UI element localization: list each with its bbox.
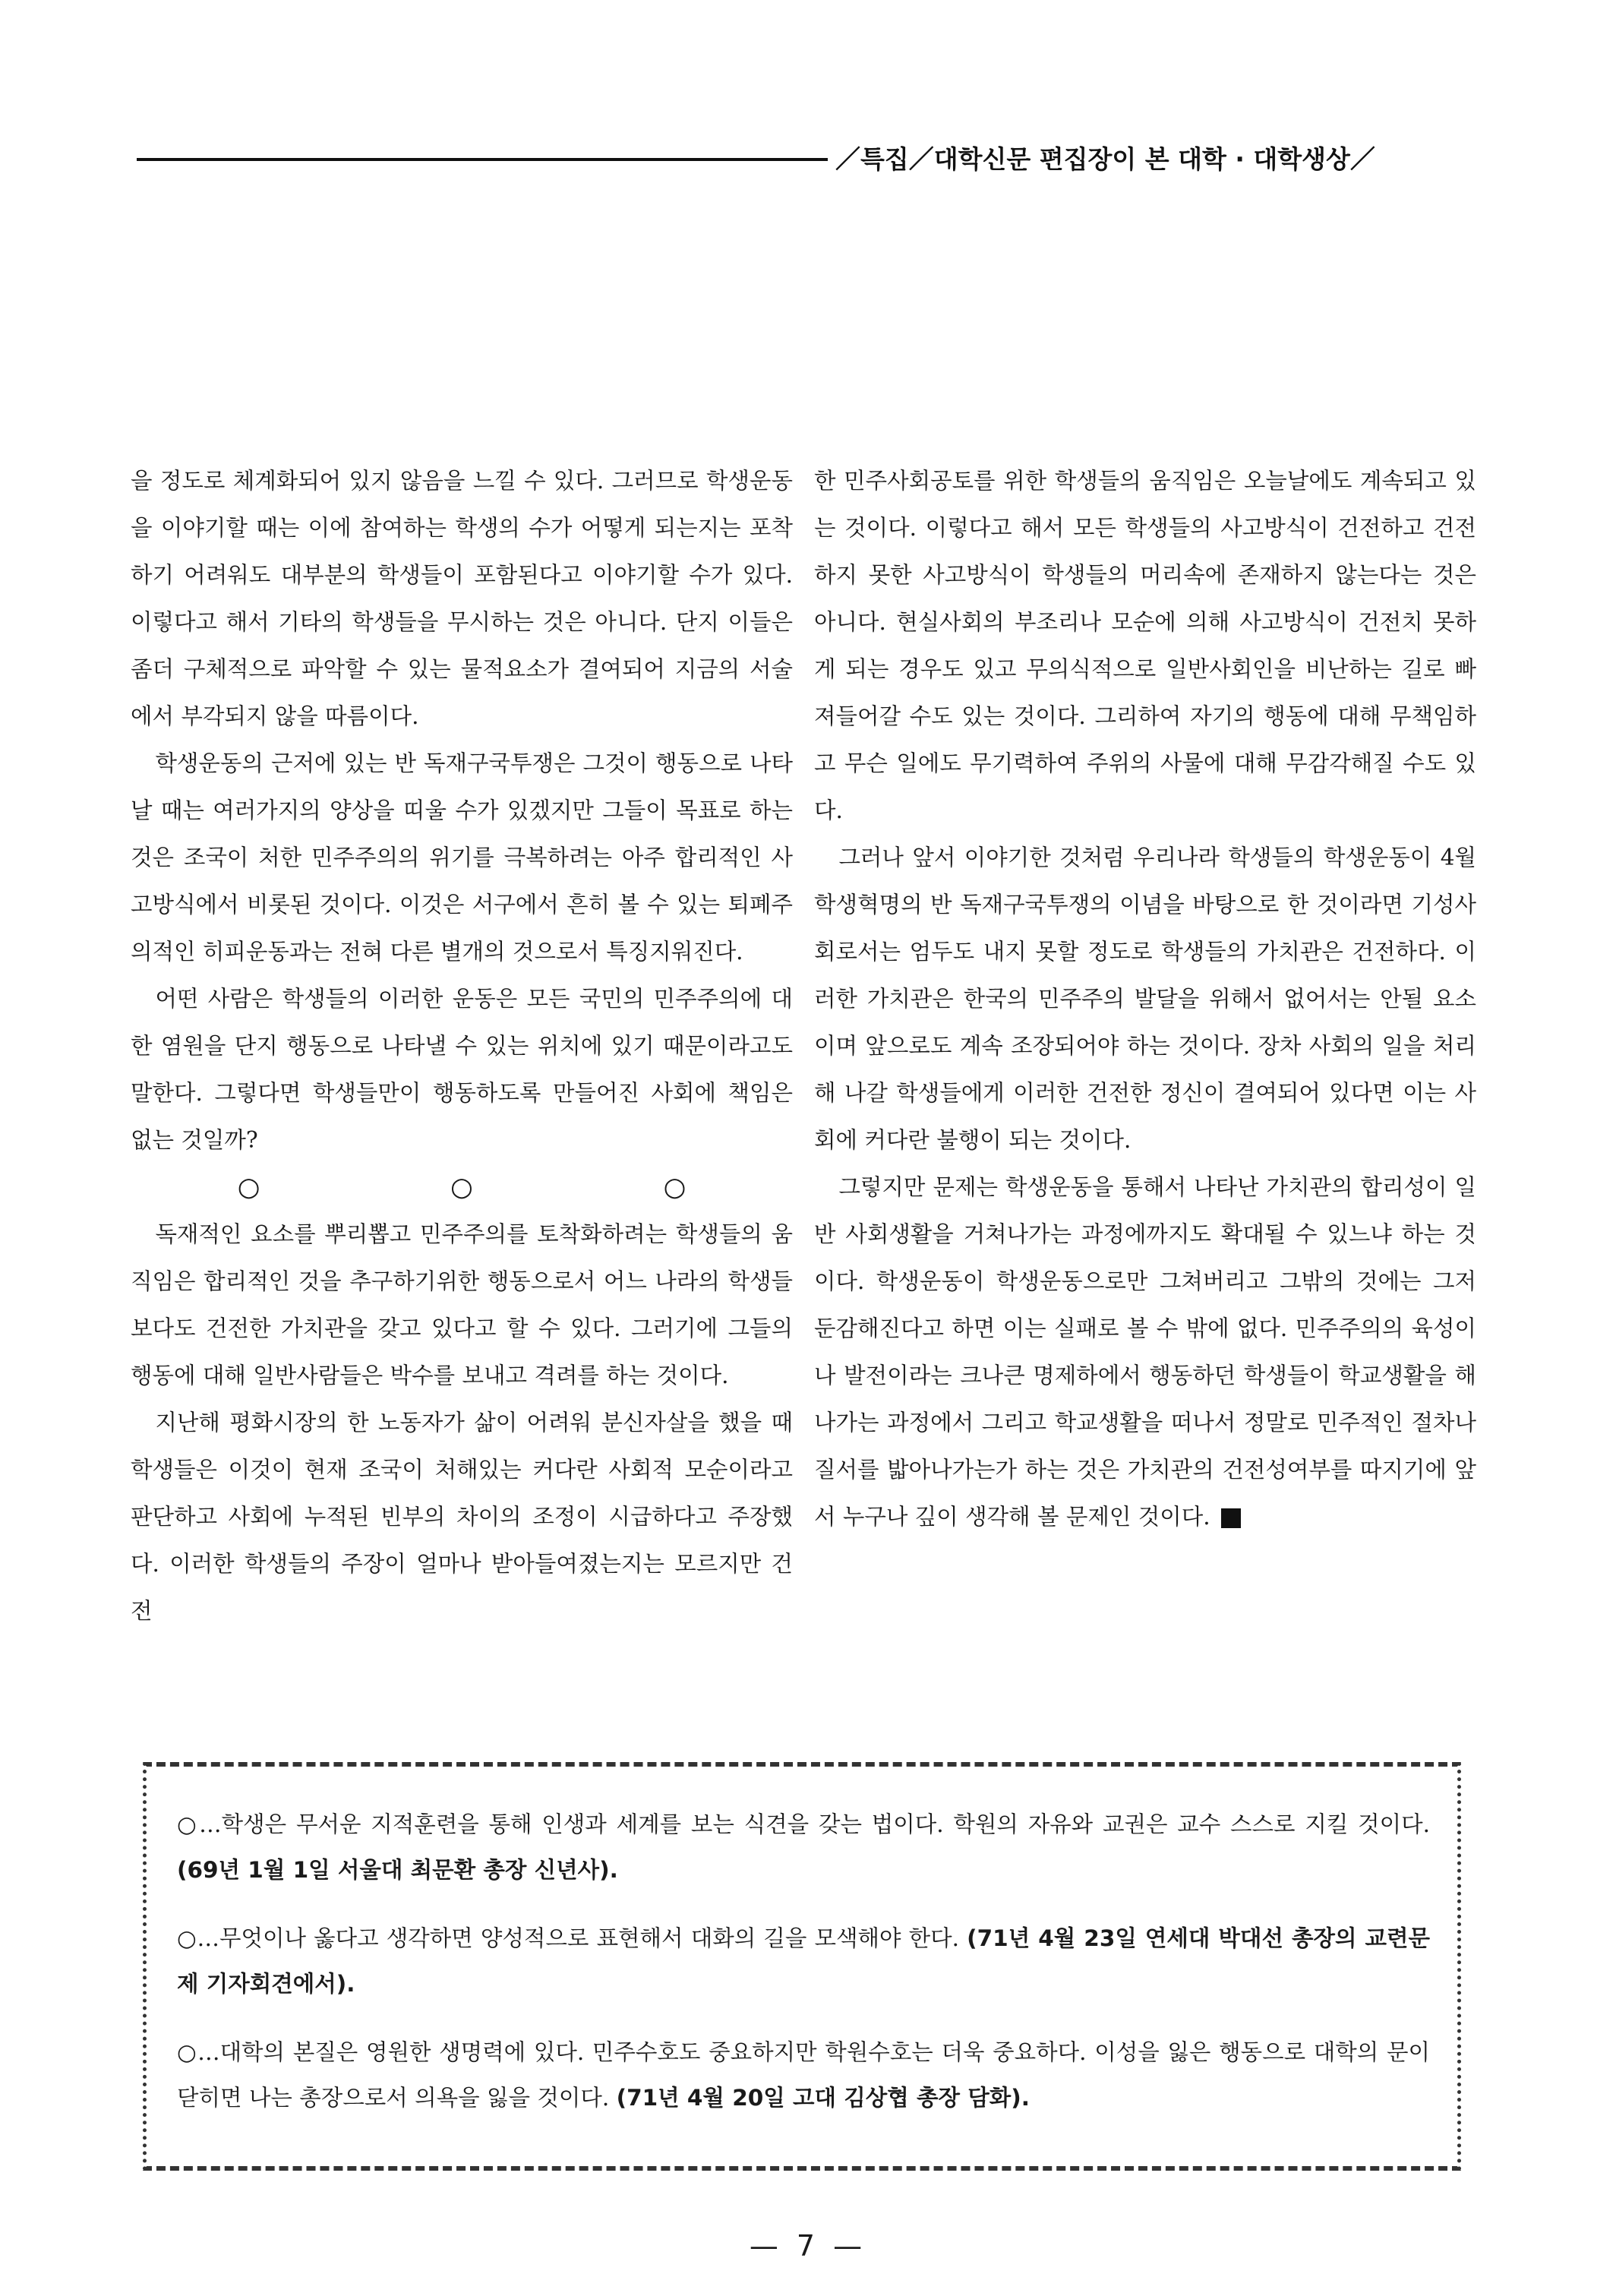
end-mark-icon bbox=[1221, 1508, 1241, 1528]
page-number: — 7 — bbox=[749, 2229, 867, 2263]
section-break: ○ ○ ○ bbox=[237, 1172, 778, 1202]
paragraph: 독재적인 요소를 뿌리뽑고 민주주의를 토착화하려는 학생들의 움직임은 합리적인 것을 추구하기위한 행동으로서 어느 나라의 학생들보다도 건전한 가치관을 갖고 있다고 할 수 있다. 그러기에 그들의 행동에 대해 일반사람들은 박수를 보내고 격려를 하는 것이다. bbox=[131, 1221, 793, 1388]
quote-text: ○…대학의 본질은 영원한 생명력에 있다. 민주수호도 중요하지만 학원수호는 더욱 중요하다. 이성을 잃은 행동으로 대학의 문이 닫히면 나는 총장으로서 의욕을 잃을 것이다. bbox=[177, 2039, 1430, 2111]
paragraph: 어떤 사람은 학생들의 이러한 운동은 모든 국민의 민주주의에 대한 염원을 단지 행동으로 나타낼 수 있는 위치에 있기 때문이라고도 말한다. 그렇다면 학생들만이 행동하도록 만들어진 사회에 책임은 없는 것일까? bbox=[131, 986, 793, 1153]
right-column bbox=[814, 457, 1476, 1540]
quote-source: (71년 4월 20일 고대 김상협 총장 담화). bbox=[616, 2085, 1030, 2111]
quote-item bbox=[177, 1915, 1430, 2007]
quote-source: (71년 4월 23일 연세대 박대선 총장의 교련문제 기자회견에서). bbox=[177, 1925, 1430, 1997]
header-title: ／특집／대학신문 편집장이 본 대학 · 대학생상／ bbox=[835, 144, 1375, 174]
quote-item bbox=[177, 2029, 1430, 2121]
page-header bbox=[137, 137, 1443, 182]
paragraph: 한 민주사회공토를 위한 학생들의 움직임은 오늘날에도 계속되고 있는 것이다. 이렇다고 해서 모든 학생들의 사고방식이 건전하고 건전하지 못한 사고방식이 학생들의 머리속에 존재하지 않는다는 것은 아니다. 현실사회의 부조리나 모순에 의해 사고방식이 건전치 못하게 되는 경우도 있고 무의식적으로 일반사회인을 비난하는 길로 빠져들어갈 수도 있는 것이다. 그리하여 자기의 행동에 대해 무책임하고 무슨 일에도 무기력하여 주위의 사물에 대해 무감각해질 수도 있다. bbox=[814, 468, 1476, 823]
paragraph: 을 정도로 체계화되어 있지 않음을 느낄 수 있다. 그러므로 학생운동을 이야기할 때는 이에 참여하는 학생의 수가 어떻게 되는지는 포착하기 어려워도 대부분의 학생들이 포함된다고 이야기할 수가 있다. 이렇다고 해서 기타의 학생들을 무시하는 것은 아니다. 단지 이들은 좀더 구체적으로 파악할 수 있는 물적요소가 결여되어 지금의 서술에서 부각되지 않을 따름이다. bbox=[131, 468, 793, 729]
quote-list bbox=[177, 1802, 1430, 2121]
left-column bbox=[131, 457, 793, 1634]
quote-box bbox=[143, 1762, 1461, 2171]
paragraph-last bbox=[814, 1164, 1476, 1540]
quote-item bbox=[177, 1802, 1430, 1893]
paragraph: 그러나 앞서 이야기한 것처럼 우리나라 학생들의 학생운동이 4월 학생혁명의 반 독재구국투쟁의 이념을 바탕으로 한 것이라면 기성사회로서는 엄두도 내지 못할 정도로 학생들의 가치관은 건전하다. 이러한 가치관은 한국의 민주주의 발달을 위해서 없어서는 안될 요소이며 앞으로도 계속 조장되어야 하는 것이다. 장차 사회의 일을 처리해 나갈 학생들에게 이러한 건전한 정신이 결여되어 있다면 이는 사회에 커다란 불행이 되는 것이다. bbox=[814, 845, 1476, 1153]
quote-text: ○…무엇이나 옳다고 생각하면 양성적으로 표현해서 대화의 길을 모색해야 한다. bbox=[177, 1925, 959, 1951]
paragraph-text: 그렇지만 문제는 학생운동을 통해서 나타난 가치관의 합리성이 일반 사회생활을 거쳐나가는 과정에까지도 확대될 수 있느냐 하는 것이다. 학생운동이 학생운동으로만 그쳐버리고 그밖의 것에는 그저 둔감해진다고 하면 이는 실패로 볼 수 밖에 없다. 민주주의의 육성이나 발전이라는 크나큰 명제하에서 행동하던 학생들이 학교생활을 해나가는 과정에서 그리고 학교생활을 떠나서 정말로 민주적인 절차나 질서를 밟아나가는가 하는 것은 가치관의 건전성여부를 따지기에 앞서 누구나 깊이 생각해 볼 문제인 것이다. bbox=[814, 1174, 1476, 1530]
paragraph: 학생운동의 근저에 있는 반 독재구국투쟁은 그것이 행동으로 나타날 때는 여러가지의 양상을 띠울 수가 있겠지만 그들이 목표로 하는 것은 조국이 처한 민주주의의 위기를 극복하려는 아주 합리적인 사고방식에서 비롯된 것이다. 이것은 서구에서 흔히 볼 수 있는 퇴폐주의적인 히피운동과는 전혀 다른 별개의 것으로서 특징지워진다. bbox=[131, 750, 793, 965]
quote-text: ○…학생은 무서운 지적훈련을 통해 인생과 세계를 보는 식견을 갖는 법이다. 학원의 자유와 교권은 교수 스스로 지킬 것이다. bbox=[177, 1811, 1430, 1837]
quote-source: (69년 1월 1일 서울대 최문환 총장 신년사). bbox=[177, 1857, 618, 1883]
header-rule bbox=[137, 158, 828, 161]
paragraph: 지난해 평화시장의 한 노동자가 삶이 어려워 분신자살을 했을 때 학생들은 이것이 현재 조국이 처해있는 커다란 사회적 모순이라고 판단하고 사회에 누적된 빈부의 차이의 조정이 시급하다고 주장했다. 이러한 학생들의 주장이 얼마나 받아들여졌는지는 모르지만 건전 bbox=[131, 1410, 793, 1624]
